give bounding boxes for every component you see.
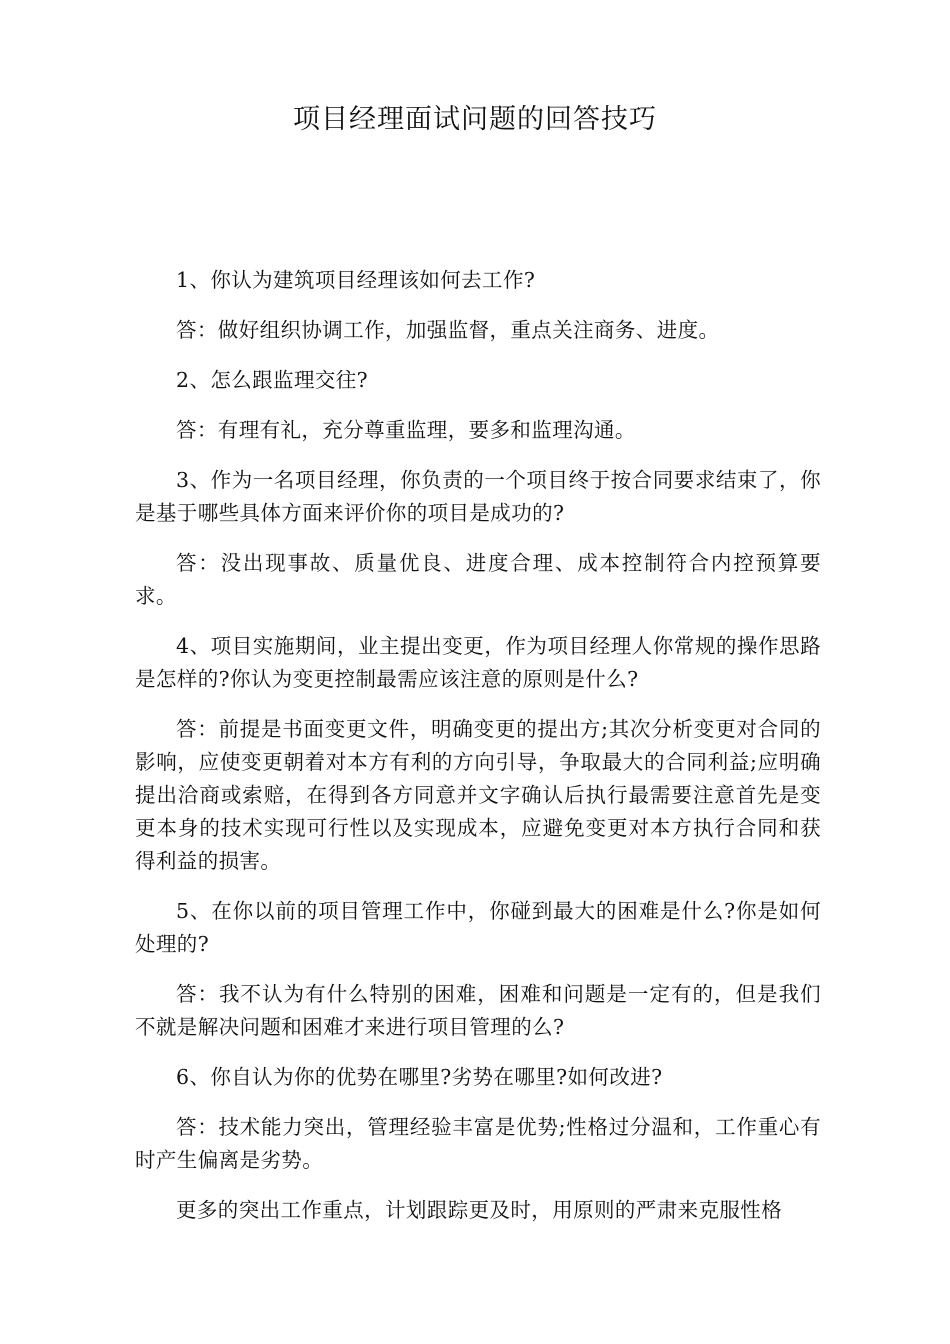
- answer-6-continued: 更多的突出工作重点，计划跟踪更及时，用原则的严肃来克服性格: [176, 1198, 783, 1222]
- question-2: 2、怎么跟监理交往?: [176, 368, 369, 392]
- question-5: 5、在你以前的项目管理工作中，你碰到最大的困难是什么?你是如何处理的?: [135, 899, 821, 956]
- answer-4: 答：前提是书面变更文件，明确变更的提出方;其次分析变更对合同的影响，应使变更朝着对本方有利的方向引导，争取最大的合同利益;应明确提出洽商或索赔，在得到各方同意并文字确认后执行最需要注意首先是变更本身的技术实现可行性以及实现成本，应避免变更对本方执行合同和获得利益的损害。: [135, 717, 821, 873]
- document-body: [135, 264, 821, 1244]
- question-3: 3、作为一名项目经理，你负责的一个项目终于按合同要求结束了，你是基于哪些具体方面来评价你的项目是成功的?: [135, 468, 821, 525]
- answer-6: 答：技术能力突出，管理经验丰富是优势;性格过分温和，工作重心有时产生偏离是劣势。: [135, 1115, 821, 1172]
- answer-1: 答：做好组织协调工作，加强监督，重点关注商务、进度。: [176, 318, 720, 342]
- document-title: 项目经理面试问题的回答技巧: [293, 104, 657, 135]
- answer-2: 答：有理有礼，充分尊重监理，要多和监理沟通。: [176, 418, 636, 442]
- question-4: 4、项目实施期间，业主提出变更，作为项目经理人你常规的操作思路是怎样的?你认为变更控制最需应该注意的原则是什么?: [135, 634, 821, 691]
- answer-5: 答：我不认为有什么特别的困难，困难和问题是一定有的，但是我们不就是解决问题和困难才来进行项目管理的么?: [135, 982, 821, 1039]
- question-6: 6、你自认为你的优势在哪里?劣势在哪里?如何改进?: [176, 1065, 663, 1089]
- question-1: 1、你认为建筑项目经理该如何去工作?: [176, 268, 536, 292]
- answer-3: 答：没出现事故、质量优良、进度合理、成本控制符合内控预算要求。: [135, 551, 821, 608]
